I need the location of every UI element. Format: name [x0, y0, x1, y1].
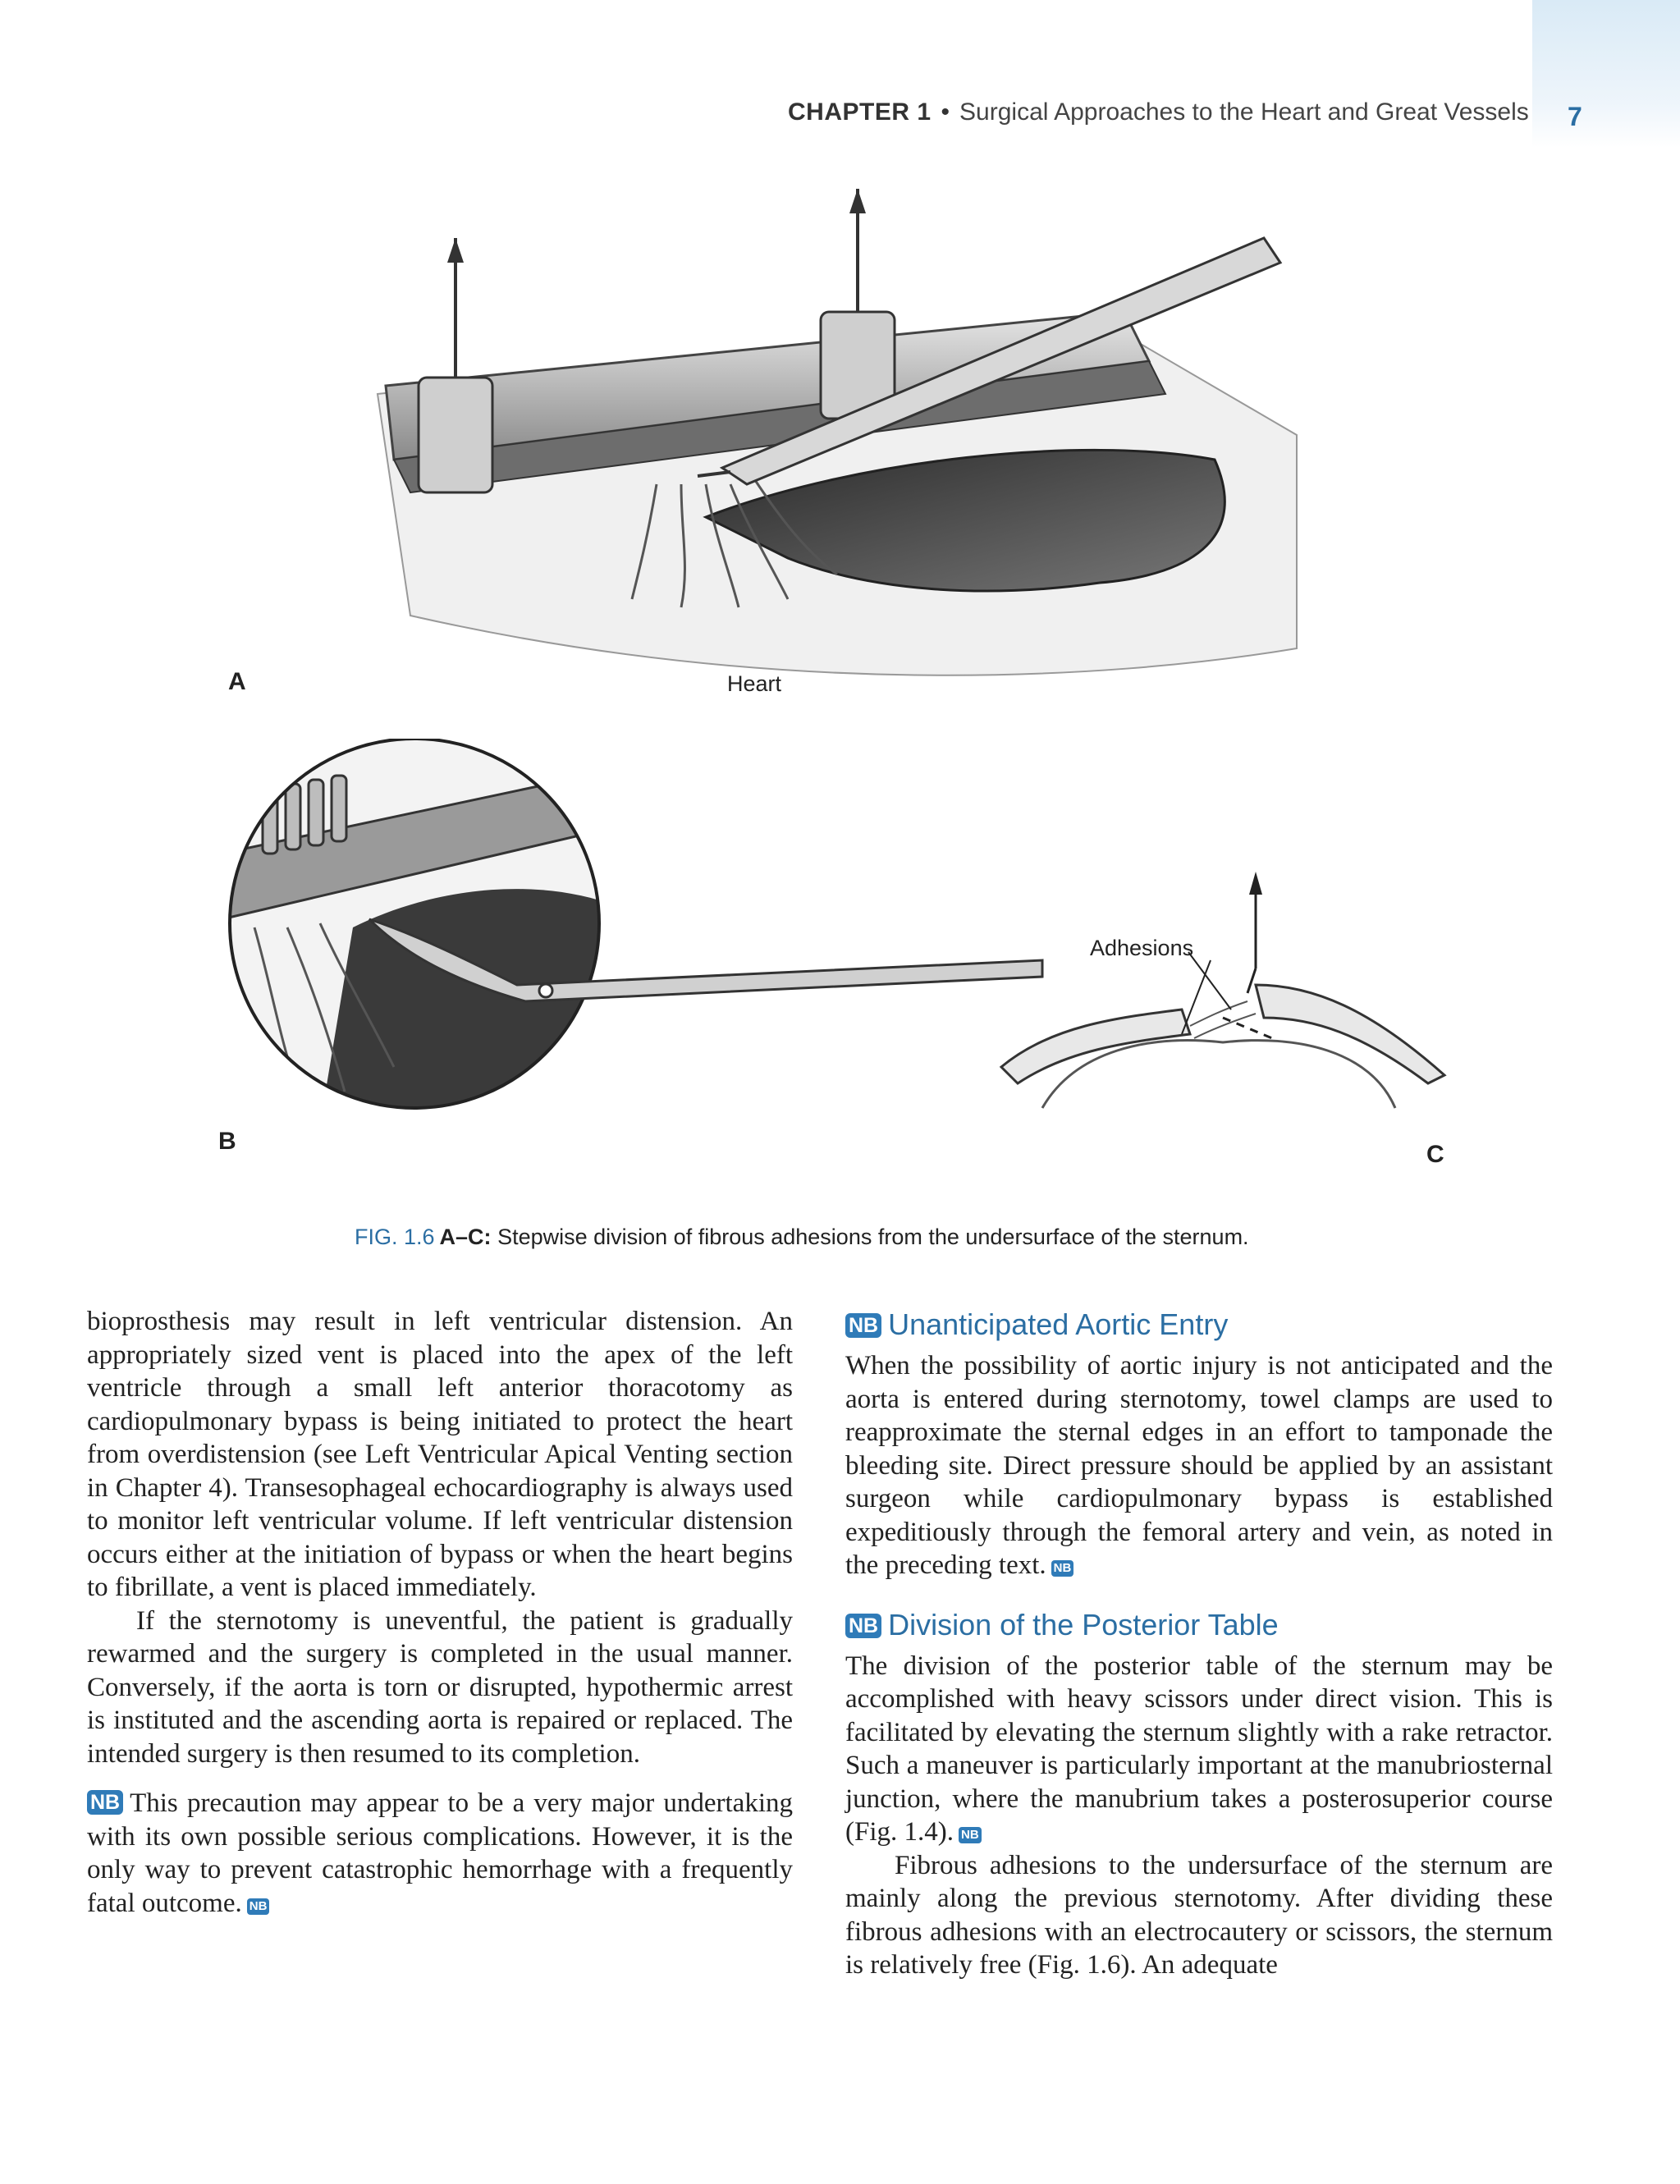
nb-badge-icon: NB [845, 1614, 881, 1638]
right-paragraph-1 [845, 1349, 1553, 1582]
right-paragraph-3: Fibrous adhesions to the undersurface of the sternum are mainly along the previous sternotomy. After dividing these fibrous adhesions with an electrocautery or scissors, the sternum is relatively free (Fig. 1.6). An adequate [845, 1850, 1553, 1980]
caption-panel-letters: A–C: [439, 1225, 492, 1249]
panel-label-a: A [228, 668, 246, 695]
label-heart: Heart [727, 671, 782, 696]
page-number: 7 [1568, 102, 1582, 131]
nb-badge-icon: NB [87, 1790, 123, 1815]
left-column [87, 1305, 793, 1920]
right-paragraph-2 [845, 1650, 1553, 1849]
section-heading-posterior-table [845, 1605, 1553, 1645]
chapter-title: Surgical Approaches to the Heart and Great Vessels [959, 98, 1529, 126]
figure-panel-a-illustration [361, 189, 1313, 698]
right-column [845, 1305, 1553, 1982]
nb-end-badge-icon: NB [1051, 1560, 1074, 1577]
caption-text: Stepwise division of fibrous adhesions from the undersurface of the sternum. [497, 1225, 1249, 1249]
section-heading-aortic-entry [845, 1305, 1553, 1344]
left-paragraph-1: bioprosthesis may result in left ventricular distension. An appropriately sized vent is placed into the apex of the left ventricle through a small left anterior thoracotomy as cardiopulmonary bypass is being initiated to protect the heart from overdistension (see Left Ventricular Apical Venting section in Chapter 4). Transesophageal echocardiography is always used to monitor left ventricular volume. If left ventricular distension occurs either at the initiation of bypass or when the heart begins to fibrillate, a vent is placed immediately. [87, 1307, 793, 1602]
left-paragraph-2: If the sternotomy is uneventful, the patient is gradually rewarmed and the surgery is completed in the usual manner. Conversely, if the aorta is torn or disrupted, hypothermic arrest is instituted and the ascending aorta is repaired or replaced. The intended surgery is then resumed to its completion. [87, 1605, 793, 1769]
nb-end-badge-icon: NB [959, 1827, 982, 1843]
figure-panel-b-illustration [222, 739, 1092, 1124]
running-head [788, 98, 1609, 126]
section-heading-aortic-entry-text: Unanticipated Aortic Entry [888, 1307, 1229, 1341]
chapter-label: CHAPTER 1 [788, 98, 932, 126]
caption-figure-number: FIG. 1.6 [355, 1225, 435, 1249]
figure-caption [355, 1225, 1504, 1250]
panel-label-c: C [1426, 1141, 1444, 1168]
left-paragraph-3-text: This precaution may appear to be a very major undertaking with its own possible serious complications. However, it is the only way to prevent catastrophic hemorrhage with a frequently fatal outcome. [87, 1788, 793, 1918]
section-heading-posterior-table-text: Division of the Posterior Table [888, 1607, 1279, 1641]
nb-end-badge-icon: NB [247, 1898, 270, 1915]
figure-panel-c-illustration [985, 862, 1461, 1149]
right-paragraph-2-text: The division of the posterior table of the sternum may be accomplished with heavy scissors under direct vision. This is facilitated by elevating the sternum slightly with a rake retractor. Such a maneuver is particularly important at the manubriosternal junction, where the manubrium takes a posterosuperior course (Fig. 1.4). [845, 1651, 1553, 1847]
nb-badge-icon: NB [845, 1313, 881, 1338]
left-paragraph-3 [87, 1787, 793, 1920]
bullet-separator: • [941, 98, 950, 126]
right-paragraph-1-text: When the possibility of aortic injury is not anticipated and the aorta is entered during sternotomy, towel clamps are used to reapproximate the sternal edges in an effort to tamponade the bleeding site. Direct pressure should be applied by an assistant surgeon while cardiopulmonary bypass is established expeditiously through the femoral artery and vein, as noted in the preceding text. [845, 1351, 1553, 1580]
label-adhesions: Adhesions [1090, 936, 1194, 960]
panel-label-b: B [218, 1128, 236, 1155]
